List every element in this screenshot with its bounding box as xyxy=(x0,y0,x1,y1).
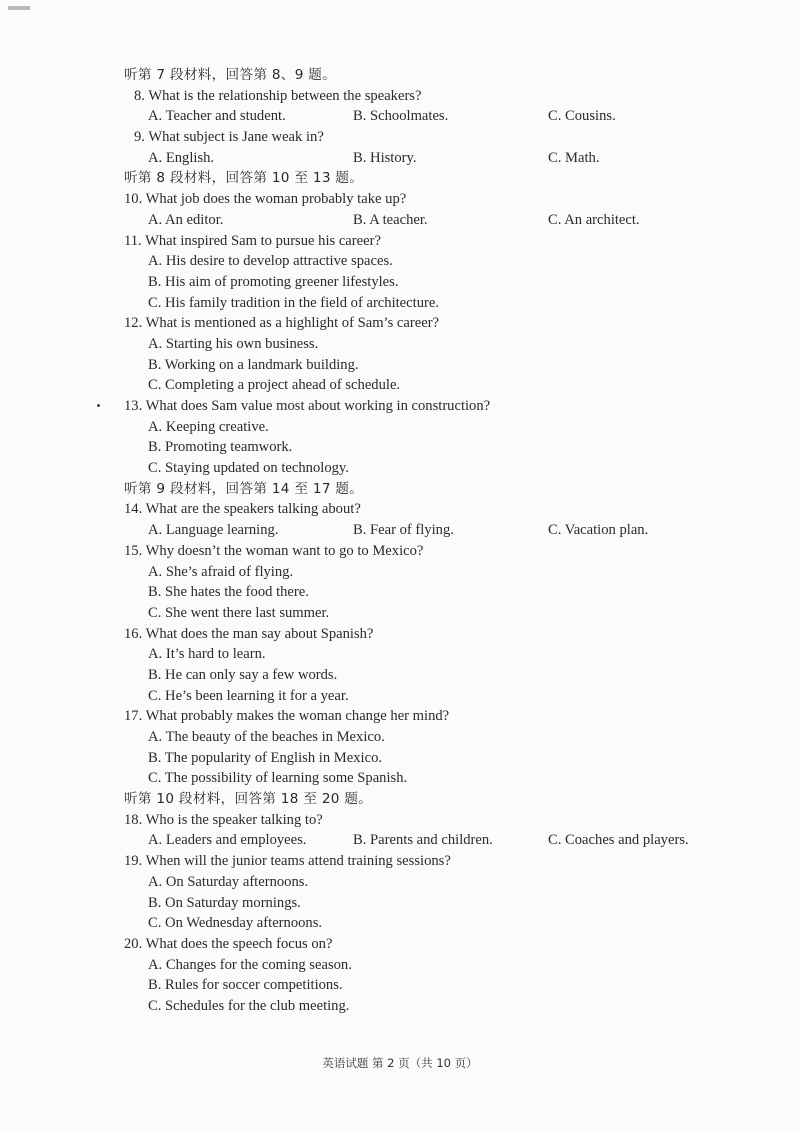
answer-option: C. He’s been learning it for a year. xyxy=(148,687,349,704)
answer-option: C. An architect. xyxy=(548,211,640,228)
answer-option: B. The popularity of English in Mexico. xyxy=(148,749,383,766)
option-row xyxy=(124,106,764,127)
answer-option: A. Changes for the coming season. xyxy=(148,956,352,973)
answer-option: A. It’s hard to learn. xyxy=(148,646,266,663)
option-row xyxy=(124,210,764,231)
answer-option: C. On Wednesday afternoons. xyxy=(148,915,323,932)
answer-option: A. She’s afraid of flying. xyxy=(148,563,294,580)
answer-option: C. Coaches and players. xyxy=(548,832,689,849)
answer-option: A. Starting his own business. xyxy=(148,335,319,352)
option-row xyxy=(124,830,764,851)
question-text: 18. Who is the speaker talking to? xyxy=(124,811,323,828)
answer-option: C. Staying updated on technology. xyxy=(148,460,349,477)
option-row xyxy=(124,520,764,541)
section-header: 听第 7 段材料，回答第 8、9 题。 xyxy=(124,67,337,83)
question-text: 15. Why doesn’t the woman want to go to Mexico? xyxy=(124,542,424,559)
answer-option: C. His family tradition in the field of architecture. xyxy=(148,294,439,311)
answer-option: A. His desire to develop attractive spaces. xyxy=(148,253,393,270)
answer-option: B. Parents and children. xyxy=(353,832,493,849)
answer-option: B. A teacher. xyxy=(353,211,428,228)
answer-option: C. Cousins. xyxy=(548,108,616,125)
answer-option: A. Keeping creative. xyxy=(148,418,269,435)
answer-option: A. An editor. xyxy=(148,211,224,228)
answer-option: C. Completing a project ahead of schedule. xyxy=(148,377,401,394)
question-text: 9. What subject is Jane weak in? xyxy=(134,129,324,146)
question-text: 12. What is mentioned as a highlight of Sam’s career? xyxy=(124,315,440,332)
question-text: 16. What does the man say about Spanish? xyxy=(124,625,374,642)
scan-dot xyxy=(97,404,100,407)
answer-option: C. Schedules for the club meeting. xyxy=(148,997,350,1014)
question-text: 14. What are the speakers talking about? xyxy=(124,501,361,518)
question-text: 11. What inspired Sam to pursue his career? xyxy=(124,232,381,249)
scan-mark xyxy=(8,6,30,10)
page-footer: 英语试题 第 2 页（共 10 页） xyxy=(322,1056,478,1070)
answer-option: A. Teacher and student. xyxy=(148,108,286,125)
answer-option: C. Vacation plan. xyxy=(548,522,649,539)
answer-option: B. He can only say a few words. xyxy=(148,666,338,683)
answer-option: A. The beauty of the beaches in Mexico. xyxy=(148,729,385,745)
answer-option: B. Fear of flying. xyxy=(353,522,454,539)
question-text: 8. What is the relationship between the speakers? xyxy=(134,87,422,104)
option-row xyxy=(124,148,764,169)
answer-option: C. The possibility of learning some Spanish. xyxy=(148,770,408,787)
question-list xyxy=(124,65,764,1017)
answer-option: B. She hates the food there. xyxy=(148,584,309,601)
answer-option: A. English. xyxy=(148,149,215,166)
answer-option: A. On Saturday afternoons. xyxy=(148,873,309,890)
answer-option: C. Math. xyxy=(548,149,600,166)
answer-option: B. His aim of promoting greener lifestyles. xyxy=(148,273,399,290)
question-text: 19. When will the junior teams attend training sessions? xyxy=(124,853,451,870)
answer-option: A. Leaders and employees. xyxy=(148,832,307,849)
section-header: 听第 9 段材料，回答第 14 至 17 题。 xyxy=(124,480,364,497)
question-text: 10. What job does the woman probably take up? xyxy=(124,191,407,208)
answer-option: B. Working on a landmark building. xyxy=(148,356,359,373)
answer-option: B. Promoting teamwork. xyxy=(148,439,293,456)
answer-option: B. On Saturday mornings. xyxy=(148,894,301,911)
question-text: 17. What probably makes the woman change her mind? xyxy=(124,708,450,725)
section-header: 听第 10 段材料，回答第 18 至 20 题。 xyxy=(124,791,373,808)
answer-option: B. Rules for soccer competitions. xyxy=(148,977,343,994)
question-text: 13. What does Sam value most about working in construction? xyxy=(124,398,491,414)
answer-option: B. Schoolmates. xyxy=(353,108,449,125)
answer-option: A. Language learning. xyxy=(148,522,279,539)
question-text: 20. What does the speech focus on? xyxy=(124,935,333,952)
answer-option: C. She went there last summer. xyxy=(148,604,330,621)
answer-option: B. History. xyxy=(353,149,417,166)
section-header: 听第 8 段材料，回答第 10 至 13 题。 xyxy=(124,170,364,187)
